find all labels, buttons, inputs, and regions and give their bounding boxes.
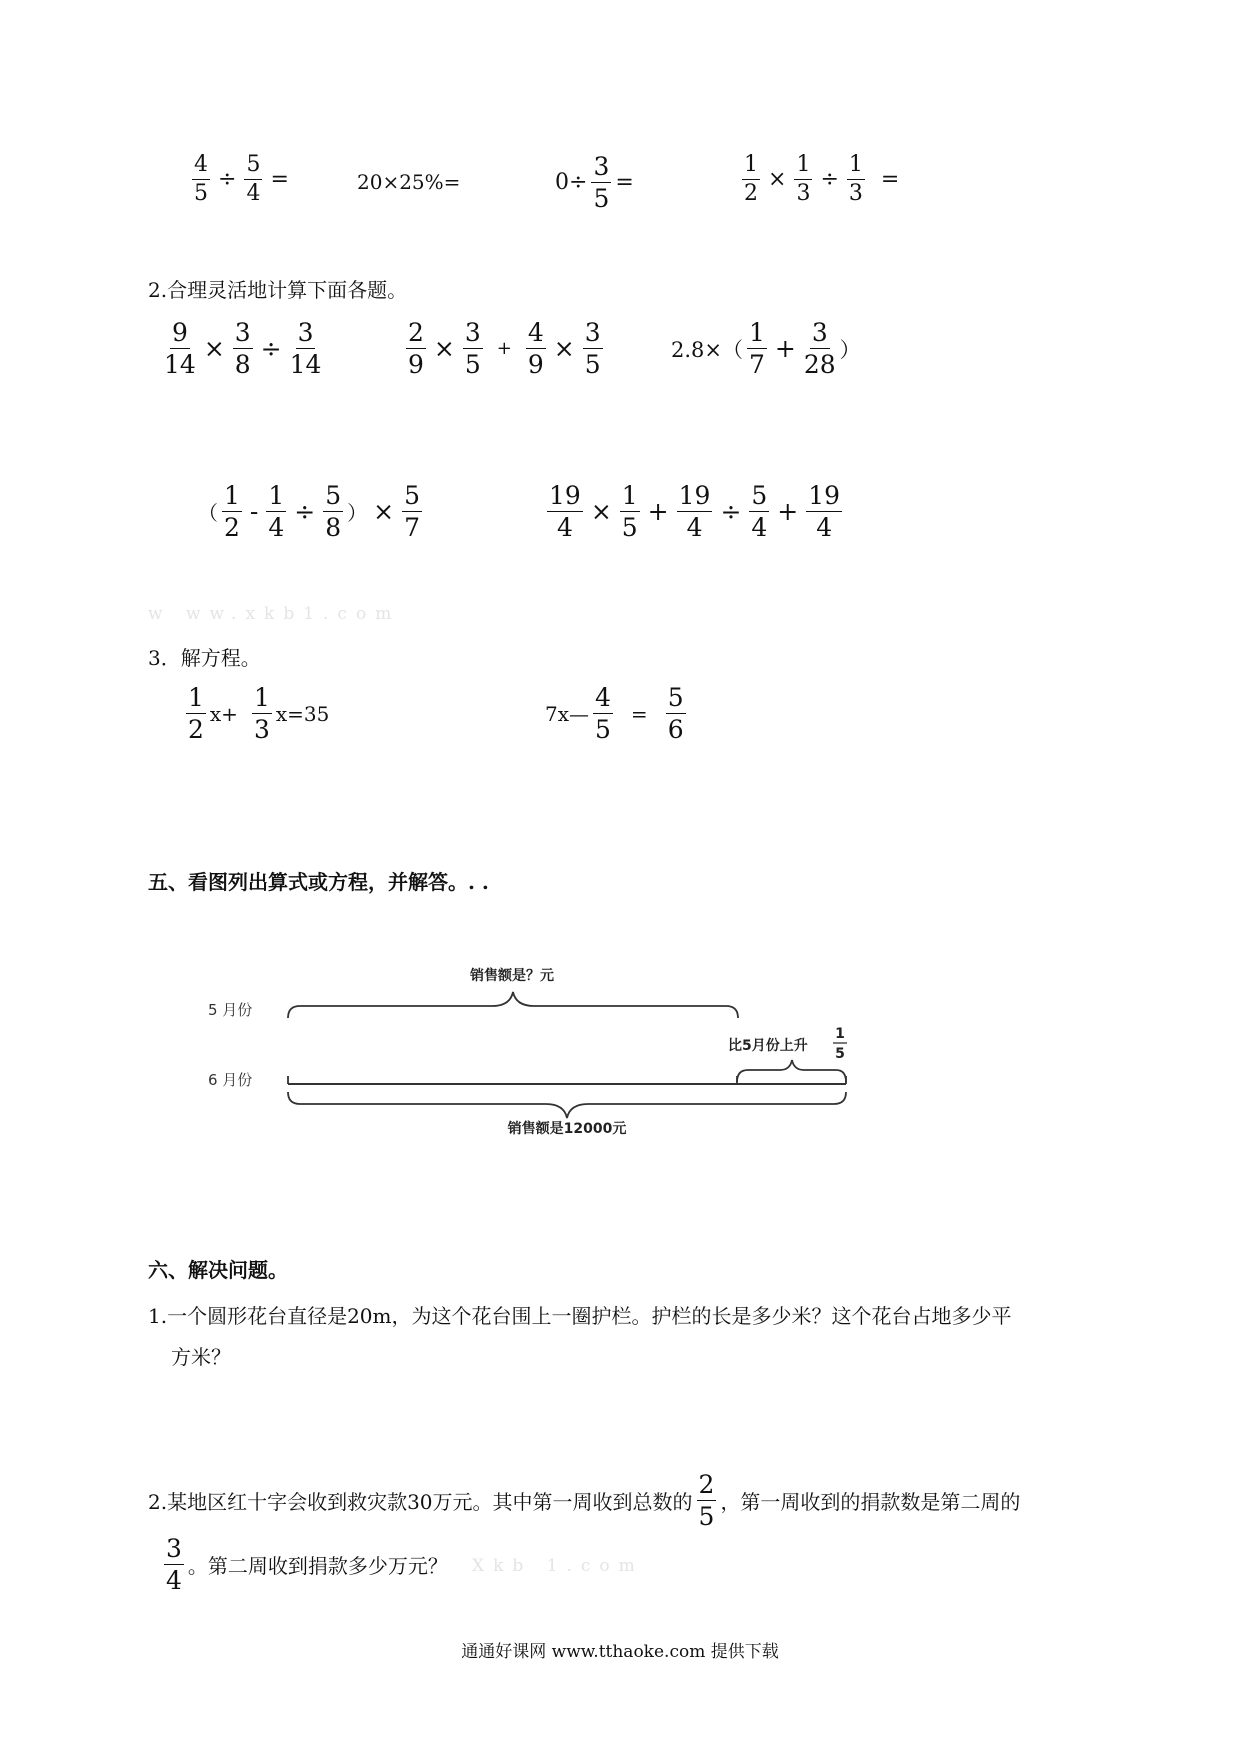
problem-2-line2 <box>160 1536 448 1593</box>
footer: 通通好课网 www.tthaoke.com 提供下载 <box>461 1642 779 1662</box>
svg-text:销售额是？元: 销售额是？元 <box>470 968 554 984</box>
denominator: 4 <box>268 513 285 542</box>
numerator: 1 <box>188 683 204 712</box>
expr-row1-2: 20×25%= <box>357 170 461 194</box>
numerator: 9 <box>171 318 188 347</box>
may-label <box>208 1001 252 1019</box>
denominator: 8 <box>325 513 342 542</box>
expr-prefix: 0÷ <box>555 170 588 195</box>
denominator: 14 <box>164 350 196 379</box>
bottom-brace-label <box>508 1120 627 1137</box>
numerator: 19 <box>678 481 711 510</box>
denominator: 5 <box>595 715 611 744</box>
numerator: 1 <box>749 318 765 347</box>
numerator: 1 <box>253 683 270 712</box>
denominator: 14 <box>289 350 322 379</box>
operator: + <box>774 334 796 363</box>
equals: = <box>270 167 289 192</box>
equals: = <box>615 170 634 195</box>
may-brace <box>288 992 738 1018</box>
operator: + <box>496 338 512 359</box>
watermark: Xkb 1.com <box>472 1556 644 1576</box>
denominator: 4 <box>751 513 768 542</box>
problem-text: 。第二周收到捐款多少万元？ <box>187 1554 448 1578</box>
expr-q3-2 <box>545 685 690 742</box>
denominator: 7 <box>749 350 765 379</box>
question-2-label: 2.合理灵活地计算下面各题。 <box>148 278 408 302</box>
denominator: 28 <box>803 350 836 379</box>
denominator: 4 <box>816 513 833 542</box>
denominator: 5 <box>584 350 601 379</box>
problem-text: ，第一周收到的捐款数是第二周的 <box>720 1490 1021 1514</box>
svg-text:5 月份: 5 月份 <box>208 1001 253 1019</box>
operator: × <box>433 334 455 363</box>
denominator: 5 <box>464 350 481 379</box>
expr-suffix: ） <box>839 337 861 362</box>
denominator: 3 <box>796 181 811 206</box>
numerator: 4 <box>527 318 544 347</box>
denominator: 4 <box>166 1566 182 1595</box>
numerator: 1 <box>794 154 812 180</box>
numerator: 4 <box>192 154 210 180</box>
expr-row1-4 <box>738 154 903 205</box>
expr-row1-1 <box>188 154 293 205</box>
problem-1-line1: 1.一个圆形花台直径是20m，为这个花台围上一圈护栏。护栏的长是多少米？这个花台占地多少平 <box>148 1304 1012 1328</box>
numerator: 3 <box>234 318 251 347</box>
operator: × <box>553 334 575 363</box>
problem-2-line1 <box>148 1472 1020 1529</box>
numerator: 3 <box>166 1534 182 1563</box>
line-segment-diagram <box>180 950 880 1140</box>
denominator: 2 <box>188 715 204 744</box>
denominator: 3 <box>848 181 863 206</box>
equation-term: x=35 <box>275 701 330 726</box>
numerator: 5 <box>244 154 262 180</box>
numerator: 2 <box>408 318 424 347</box>
denominator: 9 <box>527 350 544 379</box>
problem-text: 2.某地区红十字会收到救灾款30万元。其中第一周收到总数的 <box>148 1490 693 1514</box>
denominator: 4 <box>686 513 703 542</box>
numerator: 5 <box>751 481 768 510</box>
denominator: 2 <box>744 181 758 206</box>
june-label <box>208 1071 252 1089</box>
svg-text:5: 5 <box>835 1046 845 1062</box>
numerator: 3 <box>464 318 481 347</box>
svg-text:销售额是12000元: 销售额是12000元 <box>507 1121 627 1137</box>
expr-q2-4 <box>198 483 426 540</box>
expr-q2-1 <box>160 320 325 377</box>
numerator: 3 <box>593 152 610 181</box>
denominator: 5 <box>698 1502 715 1531</box>
equals: = <box>630 701 648 726</box>
numerator: 3 <box>297 318 314 347</box>
expr-row1-3 <box>555 154 634 211</box>
operator: × <box>373 497 395 526</box>
svg-text:6 月份: 6 月份 <box>208 1071 253 1089</box>
operator: × <box>203 334 225 363</box>
numerator: 1 <box>268 481 285 510</box>
rise-brace <box>737 1060 846 1082</box>
denominator: 3 <box>253 715 270 744</box>
numerator: 1 <box>847 154 865 180</box>
denominator: 7 <box>404 513 420 542</box>
equation-term: 7x— <box>545 701 590 726</box>
operator: ÷ <box>820 167 839 192</box>
operator: ÷ <box>294 497 316 526</box>
svg-text:比5月份上升: 比5月份上升 <box>728 1038 808 1054</box>
june-bottom-brace <box>288 1092 846 1118</box>
top-brace-label <box>470 967 554 984</box>
numerator: 19 <box>808 481 841 510</box>
expr-q2-3 <box>671 320 861 377</box>
question-3-label: 3．解方程。 <box>148 646 261 670</box>
problem-1-line2: 方米？ <box>171 1345 231 1369</box>
equation-term: x+ <box>209 701 238 726</box>
right-paren: ） <box>347 501 368 525</box>
numerator: 5 <box>667 683 684 712</box>
operator: ÷ <box>260 334 282 363</box>
operator: × <box>768 167 787 192</box>
section-5-heading: 五、看图列出算式或方程，并解答。. . <box>148 870 489 894</box>
denominator: 5 <box>621 513 638 542</box>
operator: + <box>777 497 799 526</box>
section-6-heading: 六、解决问题。 <box>148 1258 288 1282</box>
rise-label <box>728 1037 808 1054</box>
expr-prefix: 2.8×（ <box>671 337 743 362</box>
denominator: 6 <box>667 715 684 744</box>
numerator: 19 <box>549 481 581 510</box>
left-paren: （ <box>198 501 218 525</box>
numerator: 3 <box>811 318 828 347</box>
denominator: 8 <box>234 350 251 379</box>
svg-text:1: 1 <box>835 1026 845 1042</box>
expr-q2-2 <box>402 320 607 377</box>
operator: - <box>249 497 259 526</box>
watermark: w ww.xkb1.com <box>148 604 401 624</box>
denominator: 2 <box>224 513 240 542</box>
numerator: 4 <box>595 683 611 712</box>
operator: + <box>647 497 669 526</box>
denominator: 5 <box>593 184 610 213</box>
expr-q2-5 <box>543 483 846 540</box>
expr-q3-1 <box>182 685 329 742</box>
numerator: 5 <box>325 481 342 510</box>
denominator: 4 <box>556 513 573 542</box>
numerator: 5 <box>404 481 420 510</box>
numerator: 1 <box>224 481 240 510</box>
numerator: 3 <box>584 318 601 347</box>
rise-fraction-denominator <box>835 1046 845 1062</box>
operator: ÷ <box>218 167 237 192</box>
numerator: 1 <box>621 481 638 510</box>
numerator: 1 <box>742 154 760 180</box>
numerator: 2 <box>698 1470 715 1499</box>
equals: = <box>880 167 900 192</box>
operator: ÷ <box>720 497 742 526</box>
denominator: 4 <box>246 181 261 206</box>
denominator: 5 <box>194 181 208 206</box>
rise-fraction-numerator <box>835 1026 845 1042</box>
operator: × <box>590 497 612 526</box>
denominator: 9 <box>408 350 424 379</box>
